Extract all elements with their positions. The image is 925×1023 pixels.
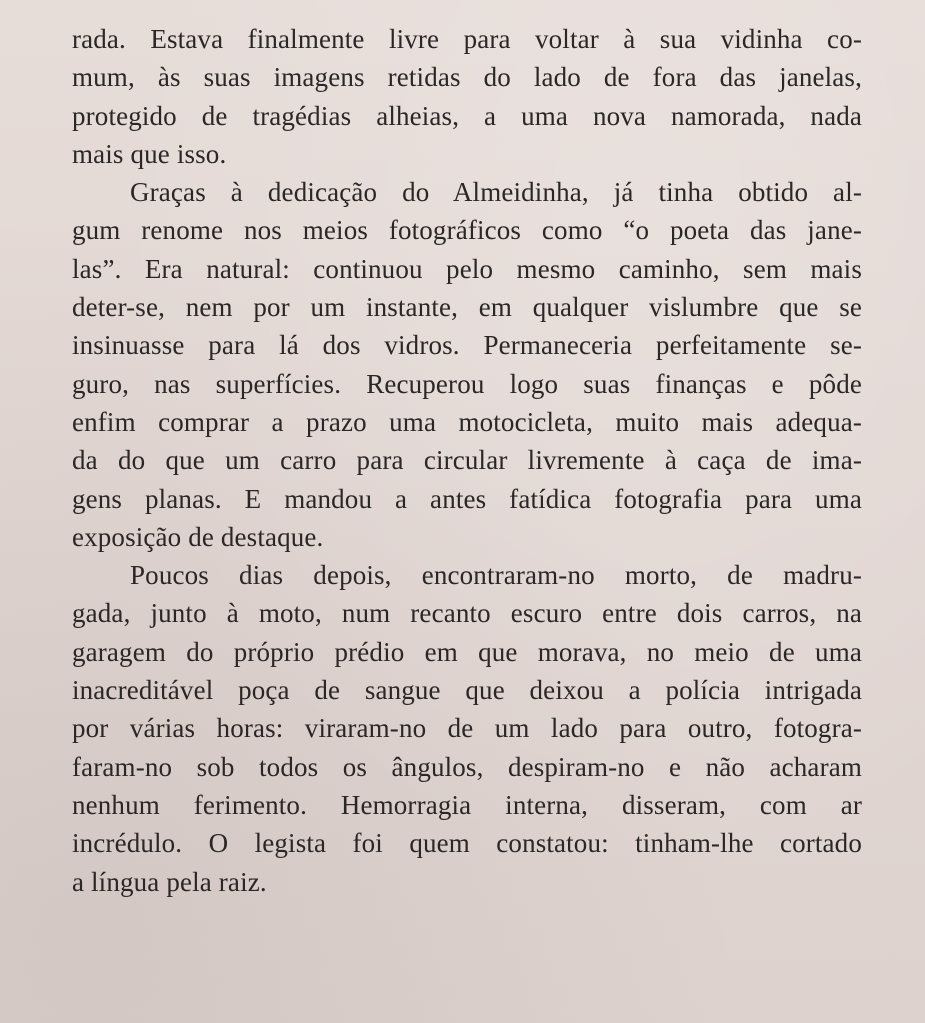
text-line: inacreditável poça de sangue que deixou a polícia intrigada (72, 675, 862, 706)
text-line: insinuasse para lá dos vidros. Permaneceria perfeitamente se- (72, 330, 862, 361)
text-line: Graças à dedicação do Almeidinha, já tinha obtido al- (130, 177, 862, 208)
text-line: Poucos dias depois, encontraram-no morto, de madru- (130, 560, 862, 591)
text-line: las”. Era natural: continuou pelo mesmo caminho, sem mais (72, 253, 862, 284)
text-line: a língua pela raiz. (72, 866, 267, 897)
text-line: gada, junto à moto, num recanto escuro entre dois carros, na (72, 598, 862, 629)
text-line: deter-se, nem por um instante, em qualquer vislumbre que se (72, 292, 862, 323)
text-line: gum renome nos meios fotográficos como “o poeta das jane- (72, 215, 862, 246)
page-body-text (72, 20, 862, 901)
text-line: da do que um carro para circular livremente à caça de ima- (72, 445, 862, 476)
text-line: garagem do próprio prédio em que morava, no meio de uma (72, 636, 862, 667)
text-line: incrédulo. O legista foi quem constatou: tinham-lhe cortado (72, 828, 862, 859)
text-line: exposição de destaque. (72, 521, 324, 552)
text-line: rada. Estava finalmente livre para voltar à sua vidinha co- (72, 24, 862, 54)
text-line: por várias horas: viraram-no de um lado para outro, fotogra- (72, 713, 862, 744)
text-line: mais que isso. (72, 138, 227, 169)
text-line: nenhum ferimento. Hemorragia interna, disseram, com ar (72, 789, 862, 820)
text-line: enfim comprar a prazo uma motocicleta, muito mais adequa- (72, 406, 862, 437)
text-line: guro, nas superfícies. Recuperou logo suas finanças e pôde (72, 368, 862, 399)
text-line: gens planas. E mandou a antes fatídica fotografia para uma (72, 483, 862, 514)
text-line: faram-no sob todos os ângulos, despiram-no e não acharam (72, 751, 862, 782)
text-line: mum, às suas imagens retidas do lado de fora das janelas, (72, 62, 862, 93)
text-line: protegido de tragédias alheias, a uma nova namorada, nada (72, 100, 862, 131)
